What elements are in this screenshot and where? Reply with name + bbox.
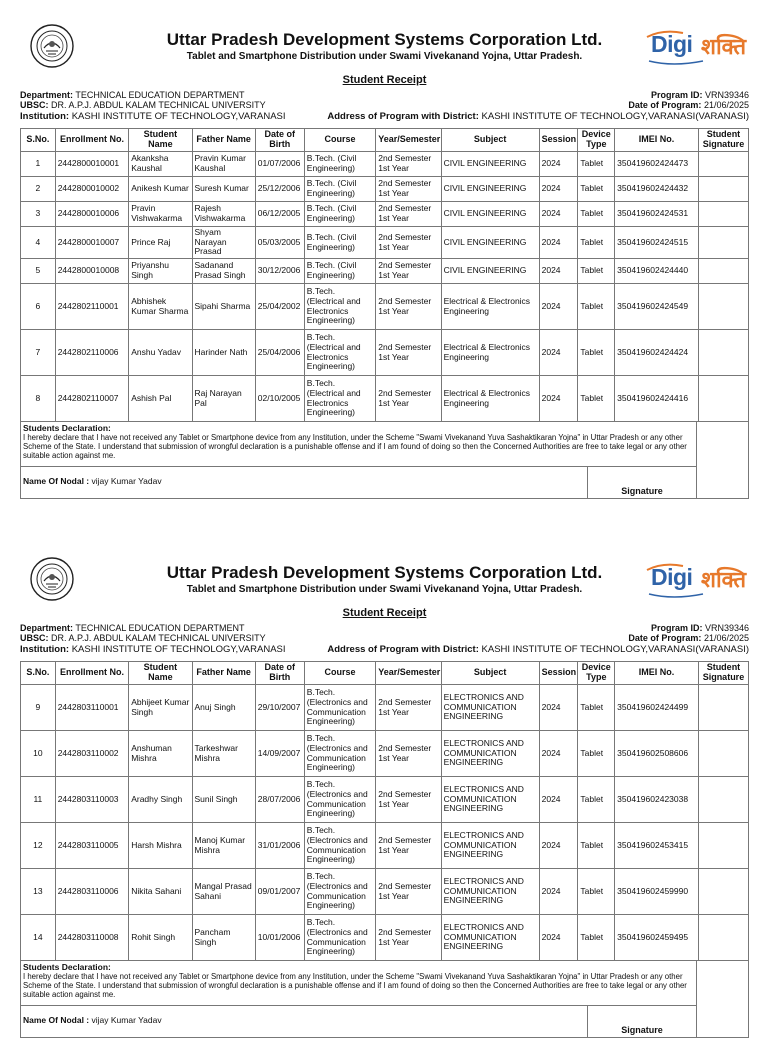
address-line: Address of Program with District: KASHI INSTITUTE OF TECHNOLOGY,VARANASI(VARANASI) (327, 111, 749, 122)
cell-dob: 05/03/2005 (255, 227, 304, 259)
cell-course: B.Tech. (Civil Engineering) (304, 227, 375, 259)
cell-father: Mangal Prasad Sahani (192, 869, 255, 915)
declaration-title: Students Declaration: (23, 962, 111, 972)
cell-dob: 02/10/2005 (255, 376, 304, 422)
table-row (21, 777, 749, 823)
cell-session: 2024 (539, 330, 578, 376)
cell-subject: Electrical & Electronics Engineering (441, 284, 539, 330)
cell-subject: Electrical & Electronics Engineering (441, 376, 539, 422)
cell-year: 2nd Semester 1st Year (376, 915, 441, 961)
cell-device: Tablet (578, 177, 615, 202)
ubsc-line: UBSC: DR. A.P.J. ABDUL KALAM TECHNICAL UNIVERSITY (20, 633, 266, 643)
declaration-text: I hereby declare that I have not received any Tablet or Smartphone device from any Institution, under the Scheme "Swami Vivekanand Yuva Sashaktikaran Yojna" in Uttar Pradesh or any other Scheme of the State. I understand that submission of wrongful declaration is a punishable offense and if I am found of doing so then the Concerned Authorities are free to take legal or any other suitable action against me. (23, 433, 687, 460)
program-meta (20, 623, 749, 673)
cell-sno: 1 (21, 152, 56, 177)
column-header: Enrollment No. (55, 662, 129, 685)
date-value: 21/06/2025 (703, 633, 749, 643)
column-header: IMEI No. (615, 129, 699, 152)
table-row (21, 202, 749, 227)
cell-enroll: 2442800010001 (55, 152, 129, 177)
cell-imei: 350419602459990 (615, 869, 699, 915)
cell-father: Sunil Singh (192, 777, 255, 823)
date-line: Date of Program: 21/06/2025 (628, 100, 749, 110)
cell-subject: CIVIL ENGINEERING (441, 227, 539, 259)
column-header: Father Name (192, 662, 255, 685)
cell-dob: 25/04/2002 (255, 284, 304, 330)
student-signature-cell[interactable] (698, 177, 748, 202)
cell-session: 2024 (539, 823, 578, 869)
cell-imei: 350419602424432 (615, 177, 699, 202)
cell-dob: 01/07/2006 (255, 152, 304, 177)
cell-year: 2nd Semester 1st Year (376, 227, 441, 259)
ubsc-value: DR. A.P.J. ABDUL KALAM TECHNICAL UNIVERSITY (51, 100, 266, 110)
address-value: KASHI INSTITUTE OF TECHNOLOGY,VARANASI(VARANASI) (481, 111, 749, 122)
column-header: Session (539, 662, 578, 685)
cell-enroll: 2442803110003 (55, 777, 129, 823)
cell-course: B.Tech. (Civil Engineering) (304, 259, 375, 284)
column-header: Father Name (192, 129, 255, 152)
table-row (21, 376, 749, 422)
cell-course: B.Tech. (Electrical and Electronics Engineering) (304, 376, 375, 422)
cell-father: Tarkeshwar Mishra (192, 731, 255, 777)
cell-imei: 350419602423038 (615, 777, 699, 823)
institution-value: KASHI INSTITUTE OF TECHNOLOGY,VARANASI (71, 644, 286, 655)
table-body (21, 685, 749, 961)
nodal-name: Name Of Nodal : vijay Kumar Yadav (23, 1015, 162, 1025)
cell-course: B.Tech. (Electronics and Communication Engineering) (304, 915, 375, 961)
cell-name: Nikita Sahani (129, 869, 192, 915)
cell-enroll: 2442802110007 (55, 376, 129, 422)
department-line: Department: TECHNICAL EDUCATION DEPARTMENT (20, 90, 245, 100)
program-meta (20, 90, 749, 140)
cell-session: 2024 (539, 177, 578, 202)
cell-course: B.Tech. (Electronics and Communication Engineering) (304, 869, 375, 915)
cell-device: Tablet (578, 227, 615, 259)
cell-session: 2024 (539, 685, 578, 731)
cell-session: 2024 (539, 777, 578, 823)
nodal-row (21, 466, 697, 498)
institution-line: Institution: KASHI INSTITUTE OF TECHNOLOGY,VARANASI (20, 111, 286, 122)
corporation-subtitle: Tablet and Smartphone Distribution under Swami Vivekanand Yojna, Uttar Pradesh. (186, 584, 583, 595)
digishakti-logo (643, 560, 749, 600)
cell-imei: 350419602424424 (615, 330, 699, 376)
corporation-title: Uttar Pradesh Development Systems Corporation Ltd. (166, 30, 603, 49)
column-header: Student Name (129, 662, 192, 685)
cell-session: 2024 (539, 869, 578, 915)
cell-device: Tablet (578, 376, 615, 422)
cell-name: Prince Raj (129, 227, 192, 259)
address-value: KASHI INSTITUTE OF TECHNOLOGY,VARANASI(VARANASI) (481, 644, 749, 655)
cell-imei: 350419602424499 (615, 685, 699, 731)
program-id-line: Program ID: VRN39346 (650, 90, 749, 100)
cell-enroll: 2442802110001 (55, 284, 129, 330)
cell-name: Anshuman Mishra (129, 731, 192, 777)
logo-text-digi: Digi (651, 564, 693, 590)
department-line: Department: TECHNICAL EDUCATION DEPARTMENT (20, 623, 245, 633)
student-signature-cell[interactable] (698, 227, 748, 259)
date-value: 21/06/2025 (703, 100, 749, 110)
signature-label: Signature (621, 1025, 663, 1035)
cell-session: 2024 (539, 376, 578, 422)
cell-imei: 350419602424531 (615, 202, 699, 227)
cell-name: Abhishek Kumar Sharma (129, 284, 192, 330)
cell-session: 2024 (539, 915, 578, 961)
cell-enroll: 2442803110002 (55, 731, 129, 777)
cell-course: B.Tech. (Civil Engineering) (304, 202, 375, 227)
cell-subject: ELECTRONICS AND COMMUNICATION ENGINEERING (441, 685, 539, 731)
cell-dob: 30/12/2006 (255, 259, 304, 284)
cell-name: Akanksha Kaushal (129, 152, 192, 177)
cell-enroll: 2442803110008 (55, 915, 129, 961)
cell-subject: CIVIL ENGINEERING (441, 202, 539, 227)
cell-father: Manoj Kumar Mishra (192, 823, 255, 869)
cell-imei: 350419602424515 (615, 227, 699, 259)
nodal-name: Name Of Nodal : vijay Kumar Yadav (23, 476, 162, 486)
column-header: S.No. (21, 129, 56, 152)
table-row (21, 177, 749, 202)
cell-subject: CIVIL ENGINEERING (441, 177, 539, 202)
cell-imei: 350419602424416 (615, 376, 699, 422)
cell-imei: 350419602424549 (615, 284, 699, 330)
cell-year: 2nd Semester 1st Year (376, 330, 441, 376)
table-row (21, 915, 749, 961)
cell-dob: 09/01/2007 (255, 869, 304, 915)
cell-session: 2024 (539, 202, 578, 227)
cell-device: Tablet (578, 869, 615, 915)
student-table (20, 661, 749, 961)
logo-text-digi: Digi (651, 31, 693, 57)
nodal-name-value: vijay Kumar Yadav (91, 1015, 162, 1025)
student-signature-cell[interactable] (698, 152, 748, 177)
cell-year: 2nd Semester 1st Year (376, 731, 441, 777)
cell-dob: 06/12/2005 (255, 202, 304, 227)
cell-dob: 14/09/2007 (255, 731, 304, 777)
nodal-signature-box (587, 467, 696, 498)
cell-year: 2nd Semester 1st Year (376, 376, 441, 422)
ubsc-line: UBSC: DR. A.P.J. ABDUL KALAM TECHNICAL UNIVERSITY (20, 100, 266, 110)
table-body (21, 152, 749, 422)
student-signature-cell[interactable] (698, 284, 748, 330)
column-header: Course (304, 662, 375, 685)
cell-year: 2nd Semester 1st Year (376, 823, 441, 869)
cell-sno: 5 (21, 259, 56, 284)
cell-name: Priyanshu Singh (129, 259, 192, 284)
cell-dob: 25/12/2006 (255, 177, 304, 202)
cell-device: Tablet (578, 152, 615, 177)
cell-subject: ELECTRONICS AND COMMUNICATION ENGINEERING (441, 731, 539, 777)
cell-course: B.Tech. (Electrical and Electronics Engineering) (304, 284, 375, 330)
column-header: Device Type (578, 129, 615, 152)
cell-course: B.Tech. (Electronics and Communication Engineering) (304, 685, 375, 731)
cell-dob: 31/01/2006 (255, 823, 304, 869)
cell-father: Sipahi Sharma (192, 284, 255, 330)
program-id-value: VRN39346 (704, 90, 749, 100)
cell-sno: 11 (21, 777, 56, 823)
cell-course: B.Tech. (Electrical and Electronics Engineering) (304, 330, 375, 376)
cell-enroll: 2442803110001 (55, 685, 129, 731)
column-header: Date of Birth (255, 129, 304, 152)
cell-year: 2nd Semester 1st Year (376, 284, 441, 330)
student-signature-cell[interactable] (698, 869, 748, 915)
column-header: IMEI No. (615, 662, 699, 685)
ubsc-value: DR. A.P.J. ABDUL KALAM TECHNICAL UNIVERSITY (51, 633, 266, 643)
nodal-row (21, 1005, 697, 1037)
student-signature-cell[interactable] (698, 777, 748, 823)
column-header: Student Signature (698, 129, 748, 152)
cell-device: Tablet (578, 259, 615, 284)
cell-sno: 13 (21, 869, 56, 915)
column-header: S.No. (21, 662, 56, 685)
program-id-value: VRN39346 (704, 623, 749, 633)
cell-course: B.Tech. (Civil Engineering) (304, 177, 375, 202)
cell-dob: 29/10/2007 (255, 685, 304, 731)
cell-enroll: 2442800010008 (55, 259, 129, 284)
cell-sno: 2 (21, 177, 56, 202)
date-line: Date of Program: 21/06/2025 (628, 633, 749, 643)
cell-dob: 28/07/2006 (255, 777, 304, 823)
receipt-2 (20, 553, 749, 1038)
students-declaration (20, 961, 749, 1038)
cell-enroll: 2442803110006 (55, 869, 129, 915)
cell-course: B.Tech. (Electronics and Communication Engineering) (304, 731, 375, 777)
cell-enroll: 2442800010002 (55, 177, 129, 202)
receipt-header (20, 553, 749, 605)
receipt-title: Student Receipt (342, 607, 427, 619)
corporation-title: Uttar Pradesh Development Systems Corporation Ltd. (166, 563, 603, 582)
student-signature-cell[interactable] (698, 685, 748, 731)
cell-sno: 8 (21, 376, 56, 422)
cell-sno: 10 (21, 731, 56, 777)
cell-father: Suresh Kumar (192, 177, 255, 202)
cell-father: Pancham Singh (192, 915, 255, 961)
cell-dob: 10/01/2006 (255, 915, 304, 961)
cell-session: 2024 (539, 284, 578, 330)
cell-father: Anuj Singh (192, 685, 255, 731)
cell-sno: 3 (21, 202, 56, 227)
student-table (20, 128, 749, 422)
cell-imei: 350419602424473 (615, 152, 699, 177)
column-header: Subject (441, 662, 539, 685)
student-signature-cell[interactable] (698, 259, 748, 284)
cell-subject: ELECTRONICS AND COMMUNICATION ENGINEERING (441, 915, 539, 961)
cell-name: Ashish Pal (129, 376, 192, 422)
institution-line: Institution: KASHI INSTITUTE OF TECHNOLOGY,VARANASI (20, 644, 286, 655)
table-row (21, 869, 749, 915)
table-row (21, 731, 749, 777)
cell-name: Rohit Singh (129, 915, 192, 961)
logo-text-shakti: शक्ति (701, 568, 746, 593)
column-header: Device Type (578, 662, 615, 685)
cell-father: Rajesh Vishwakarma (192, 202, 255, 227)
cell-father: Harinder Nath (192, 330, 255, 376)
cell-session: 2024 (539, 152, 578, 177)
cell-course: B.Tech. (Electronics and Communication Engineering) (304, 777, 375, 823)
cell-subject: ELECTRONICS AND COMMUNICATION ENGINEERING (441, 777, 539, 823)
cell-sno: 7 (21, 330, 56, 376)
cell-enroll: 2442800010007 (55, 227, 129, 259)
cell-device: Tablet (578, 685, 615, 731)
table-row (21, 330, 749, 376)
table-row (21, 823, 749, 869)
address-line: Address of Program with District: KASHI INSTITUTE OF TECHNOLOGY,VARANASI(VARANASI) (327, 644, 749, 655)
cell-name: Anshu Yadav (129, 330, 192, 376)
cell-name: Anikesh Kumar (129, 177, 192, 202)
cell-session: 2024 (539, 259, 578, 284)
column-header: Enrollment No. (55, 129, 129, 152)
cell-device: Tablet (578, 915, 615, 961)
cell-year: 2nd Semester 1st Year (376, 777, 441, 823)
column-header: Session (539, 129, 578, 152)
table-row (21, 685, 749, 731)
cell-device: Tablet (578, 284, 615, 330)
cell-subject: CIVIL ENGINEERING (441, 152, 539, 177)
declaration-text-block (21, 961, 697, 1005)
cell-device: Tablet (578, 731, 615, 777)
column-header: Course (304, 129, 375, 152)
digishakti-logo (643, 27, 749, 67)
cell-subject: Electrical & Electronics Engineering (441, 330, 539, 376)
declaration-title: Students Declaration: (23, 423, 111, 433)
cell-year: 2nd Semester 1st Year (376, 869, 441, 915)
cell-name: Abhijeet Kumar Singh (129, 685, 192, 731)
student-signature-cell[interactable] (698, 330, 748, 376)
receipt-title: Student Receipt (342, 74, 427, 86)
cell-name: Aradhy Singh (129, 777, 192, 823)
cell-subject: CIVIL ENGINEERING (441, 259, 539, 284)
cell-course: B.Tech. (Electronics and Communication Engineering) (304, 823, 375, 869)
cell-imei: 350419602459495 (615, 915, 699, 961)
declaration-text: I hereby declare that I have not received any Tablet or Smartphone device from any Institution, under the Scheme "Swami Vivekanand Yuva Sashaktikaran Yojna" in Uttar Pradesh or any other Scheme of the State. I understand that submission of wrongful declaration is a punishable offense and if I am found of doing so then the Concerned Authorities are free to take legal or any other suitable action against me. (23, 972, 687, 999)
cell-sno: 14 (21, 915, 56, 961)
column-header: Subject (441, 129, 539, 152)
column-header: Year/Semester (376, 129, 441, 152)
cell-year: 2nd Semester 1st Year (376, 152, 441, 177)
cell-dob: 25/04/2006 (255, 330, 304, 376)
table-row (21, 152, 749, 177)
logo-text-shakti: शक्ति (701, 35, 746, 60)
cell-subject: ELECTRONICS AND COMMUNICATION ENGINEERING (441, 823, 539, 869)
cell-imei: 350419602453415 (615, 823, 699, 869)
corporation-subtitle: Tablet and Smartphone Distribution under Swami Vivekanand Yojna, Uttar Pradesh. (186, 51, 583, 62)
cell-father: Sadanand Prasad Singh (192, 259, 255, 284)
cell-enroll: 2442802110006 (55, 330, 129, 376)
column-header: Date of Birth (255, 662, 304, 685)
cell-enroll: 2442803110005 (55, 823, 129, 869)
student-signature-cell[interactable] (698, 823, 748, 869)
declaration-text-block (21, 422, 697, 466)
cell-name: Harsh Mishra (129, 823, 192, 869)
cell-session: 2024 (539, 731, 578, 777)
department-value: TECHNICAL EDUCATION DEPARTMENT (75, 623, 245, 633)
department-value: TECHNICAL EDUCATION DEPARTMENT (75, 90, 245, 100)
cell-sno: 6 (21, 284, 56, 330)
cell-sno: 12 (21, 823, 56, 869)
cell-imei: 350419602424440 (615, 259, 699, 284)
table-row (21, 259, 749, 284)
cell-device: Tablet (578, 202, 615, 227)
student-signature-cell[interactable] (698, 376, 748, 422)
cell-course: B.Tech. (Civil Engineering) (304, 152, 375, 177)
student-signature-cell[interactable] (698, 731, 748, 777)
cell-father: Pravin Kumar Kaushal (192, 152, 255, 177)
institution-value: KASHI INSTITUTE OF TECHNOLOGY,VARANASI (71, 111, 286, 122)
nodal-signature-box (587, 1006, 696, 1037)
column-header: Year/Semester (376, 662, 441, 685)
cell-imei: 350419602508606 (615, 731, 699, 777)
cell-sno: 9 (21, 685, 56, 731)
column-header: Student Name (129, 129, 192, 152)
cell-device: Tablet (578, 777, 615, 823)
student-signature-cell[interactable] (698, 202, 748, 227)
students-declaration (20, 422, 749, 499)
table-row (21, 227, 749, 259)
cell-device: Tablet (578, 823, 615, 869)
column-header: Student Signature (698, 662, 748, 685)
cell-year: 2nd Semester 1st Year (376, 177, 441, 202)
cell-year: 2nd Semester 1st Year (376, 202, 441, 227)
cell-device: Tablet (578, 330, 615, 376)
student-signature-cell[interactable] (698, 915, 748, 961)
cell-enroll: 2442800010006 (55, 202, 129, 227)
signature-label: Signature (621, 486, 663, 496)
nodal-name-value: vijay Kumar Yadav (91, 476, 162, 486)
cell-name: Pravin Vishwakarma (129, 202, 192, 227)
cell-session: 2024 (539, 227, 578, 259)
cell-subject: ELECTRONICS AND COMMUNICATION ENGINEERING (441, 869, 539, 915)
cell-year: 2nd Semester 1st Year (376, 259, 441, 284)
receipt-1 (20, 20, 749, 499)
cell-father: Shyam Narayan Prasad (192, 227, 255, 259)
cell-sno: 4 (21, 227, 56, 259)
program-id-line: Program ID: VRN39346 (650, 623, 749, 633)
receipt-header (20, 20, 749, 72)
cell-father: Raj Narayan Pal (192, 376, 255, 422)
cell-year: 2nd Semester 1st Year (376, 685, 441, 731)
table-row (21, 284, 749, 330)
